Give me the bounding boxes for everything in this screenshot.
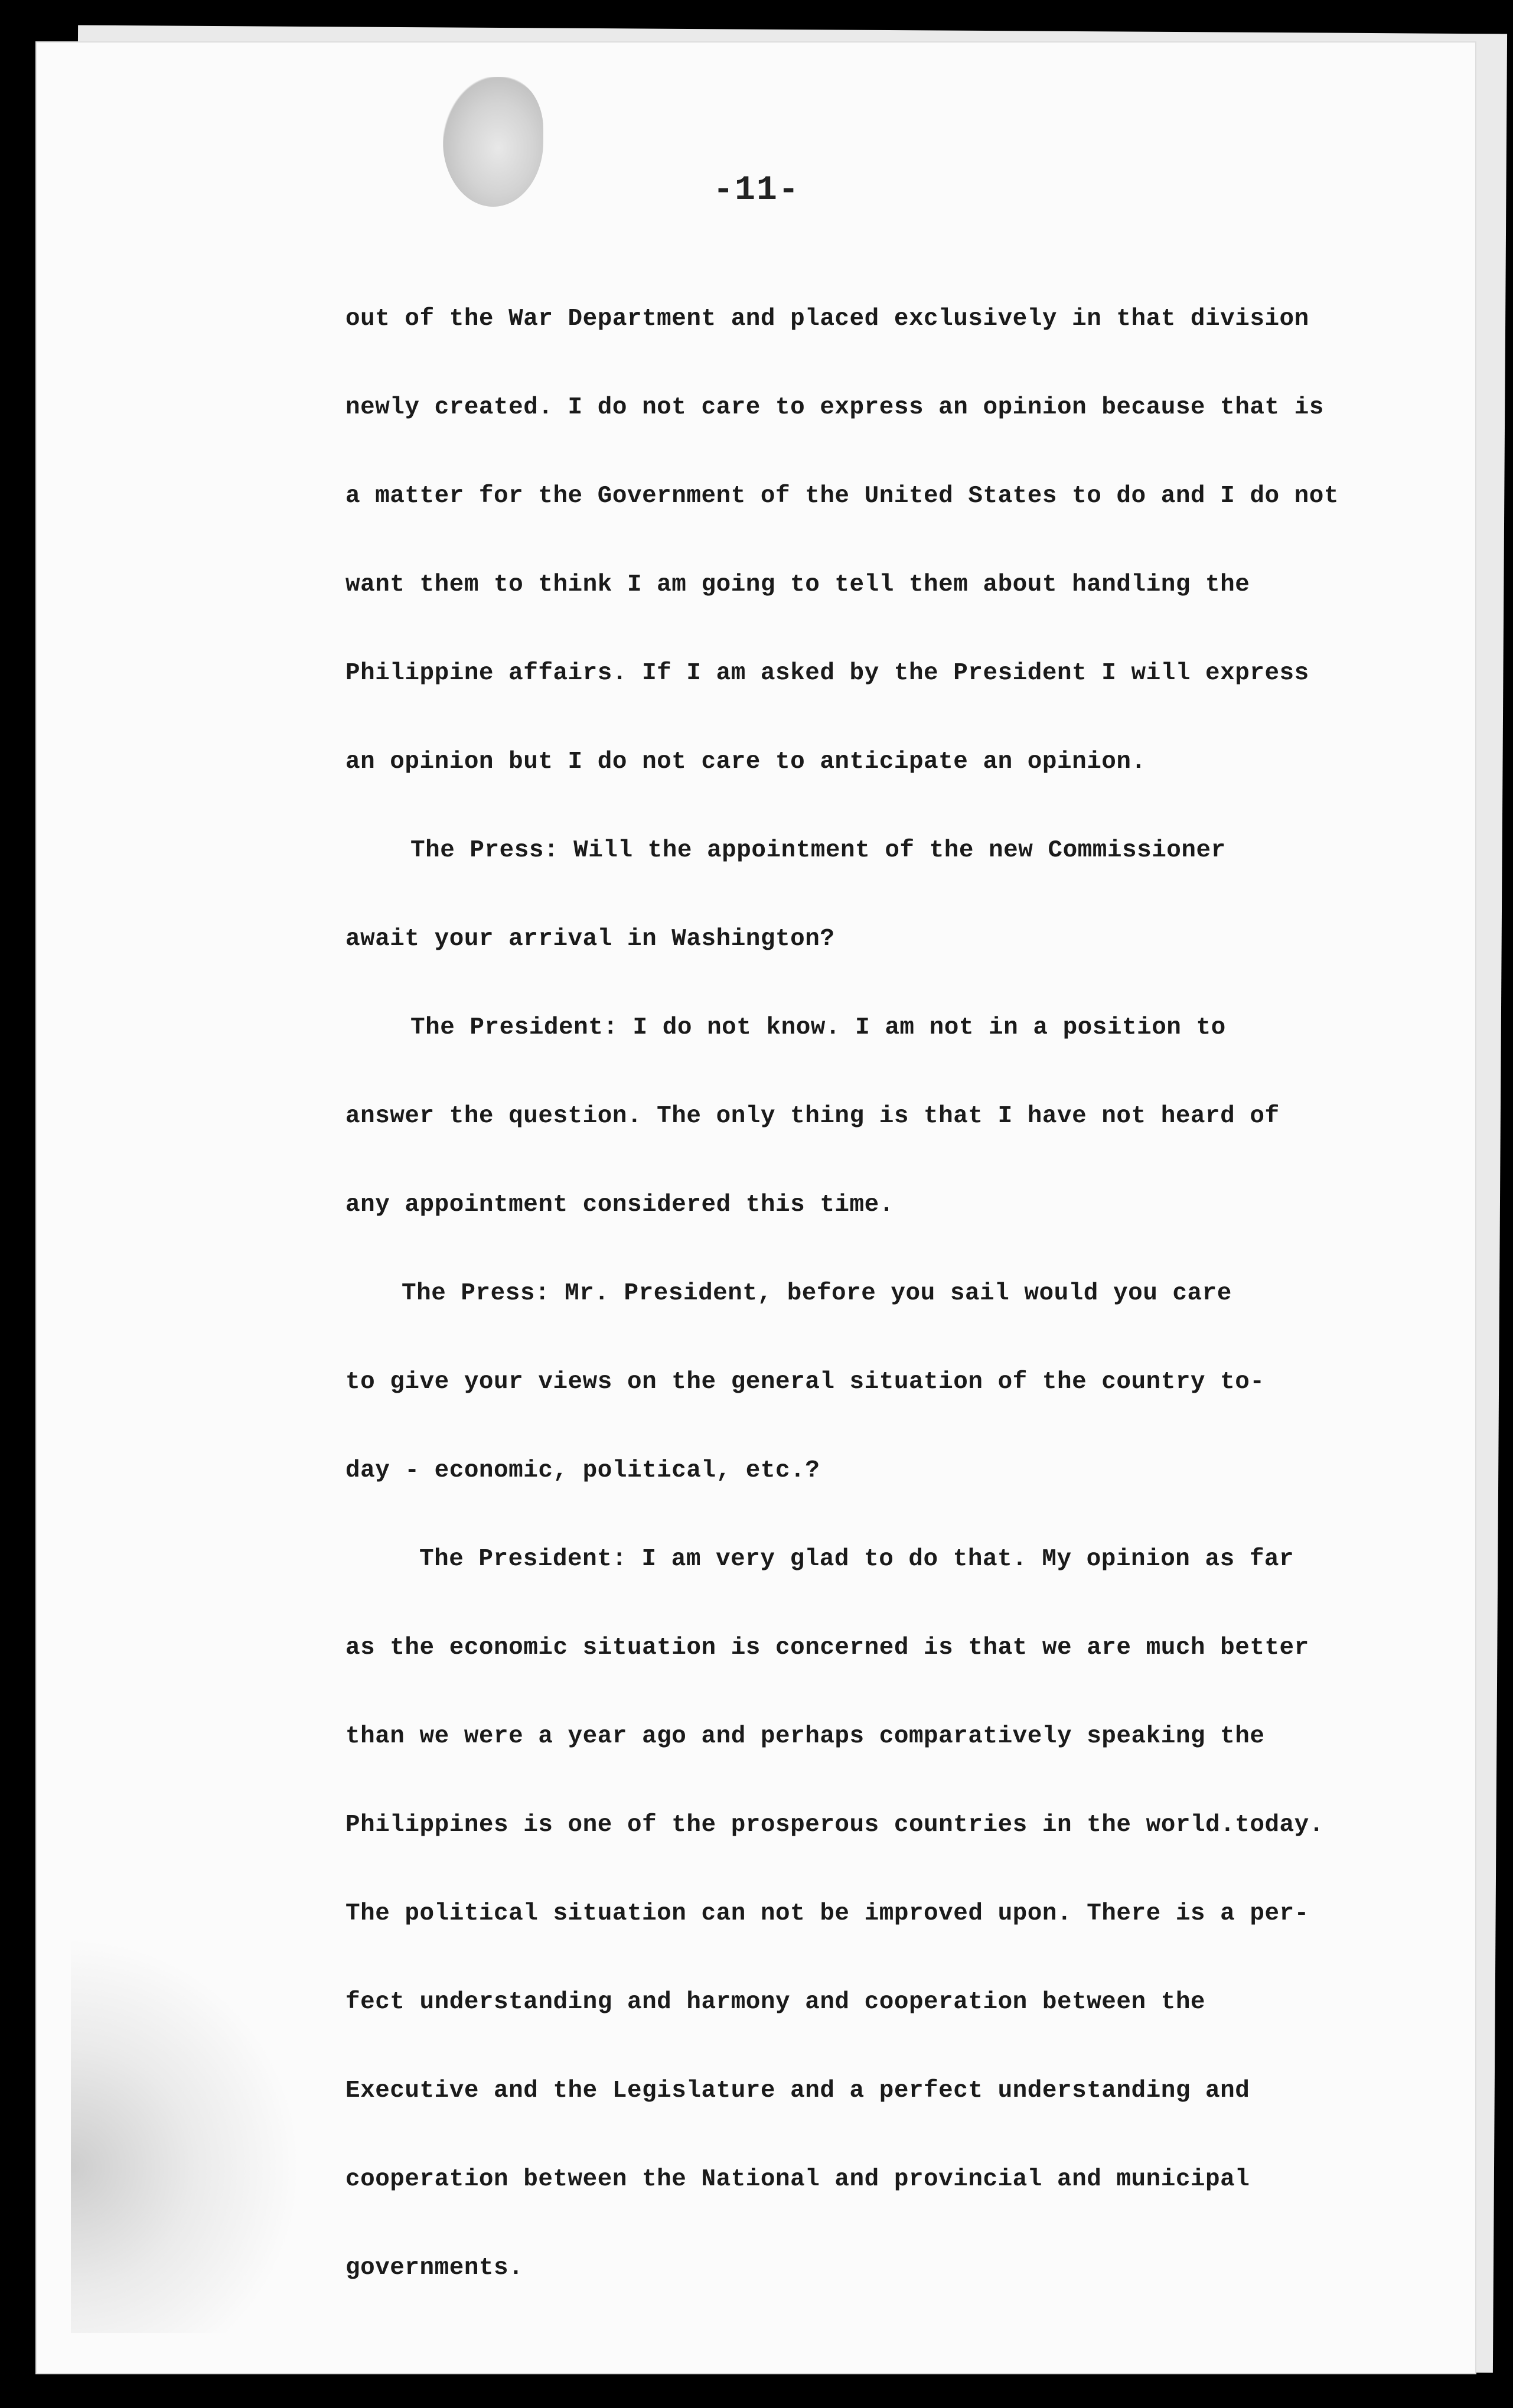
- text-line: than we were a year ago and perhaps comparatively speaking the: [345, 1723, 1265, 1750]
- text-line: an opinion but I do not care to anticipate an opinion.: [345, 748, 1146, 775]
- text-line: cooperation between the National and provincial and municipal: [345, 2166, 1250, 2193]
- text-line: newly created. I do not care to express an opinion because that is: [345, 394, 1324, 421]
- paper-smudge: [71, 1920, 319, 2333]
- page-number: -11-: [713, 171, 800, 210]
- press-question-line: The Press: Will the appointment of the new Commissioner: [410, 837, 1226, 864]
- text-line: day - economic, political, etc.?: [345, 1457, 820, 1484]
- text-line: answer the question. The only thing is that I have not heard of: [345, 1103, 1280, 1130]
- text-line: to give your views on the general situation of the country to-: [345, 1368, 1265, 1396]
- document-body: [345, 295, 1361, 2333]
- text-line: Philippine affairs. If I am asked by the President I will express: [345, 660, 1309, 687]
- president-answer-line: The President: I am very glad to do that. My opinion as far: [419, 1546, 1294, 1573]
- text-line: await your arrival in Washington?: [345, 926, 835, 953]
- text-line: want them to think I am going to tell them about handling the: [345, 571, 1250, 598]
- text-line: out of the War Department and placed exclusively in that division: [345, 305, 1309, 333]
- text-line: fect understanding and harmony and cooperation between the: [345, 1989, 1206, 2016]
- text-line: as the economic situation is concerned is that we are much better: [345, 1634, 1309, 1661]
- text-line: any appointment considered this time.: [345, 1191, 894, 1218]
- text-line: Philippines is one of the prosperous countries in the world.today.: [345, 1811, 1324, 1839]
- text-line: Executive and the Legislature and a perfect understanding and: [345, 2077, 1250, 2104]
- president-answer-line: The President: I do not know. I am not in a position to: [410, 1014, 1226, 1041]
- text-line: The political situation can not be improved upon. There is a per-: [345, 1900, 1309, 1927]
- text-line: a matter for the Government of the United States to do and I do not: [345, 483, 1339, 510]
- text-line: governments.: [345, 2254, 524, 2282]
- press-question-line: The Press: Mr. President, before you sail would you care: [402, 1280, 1232, 1307]
